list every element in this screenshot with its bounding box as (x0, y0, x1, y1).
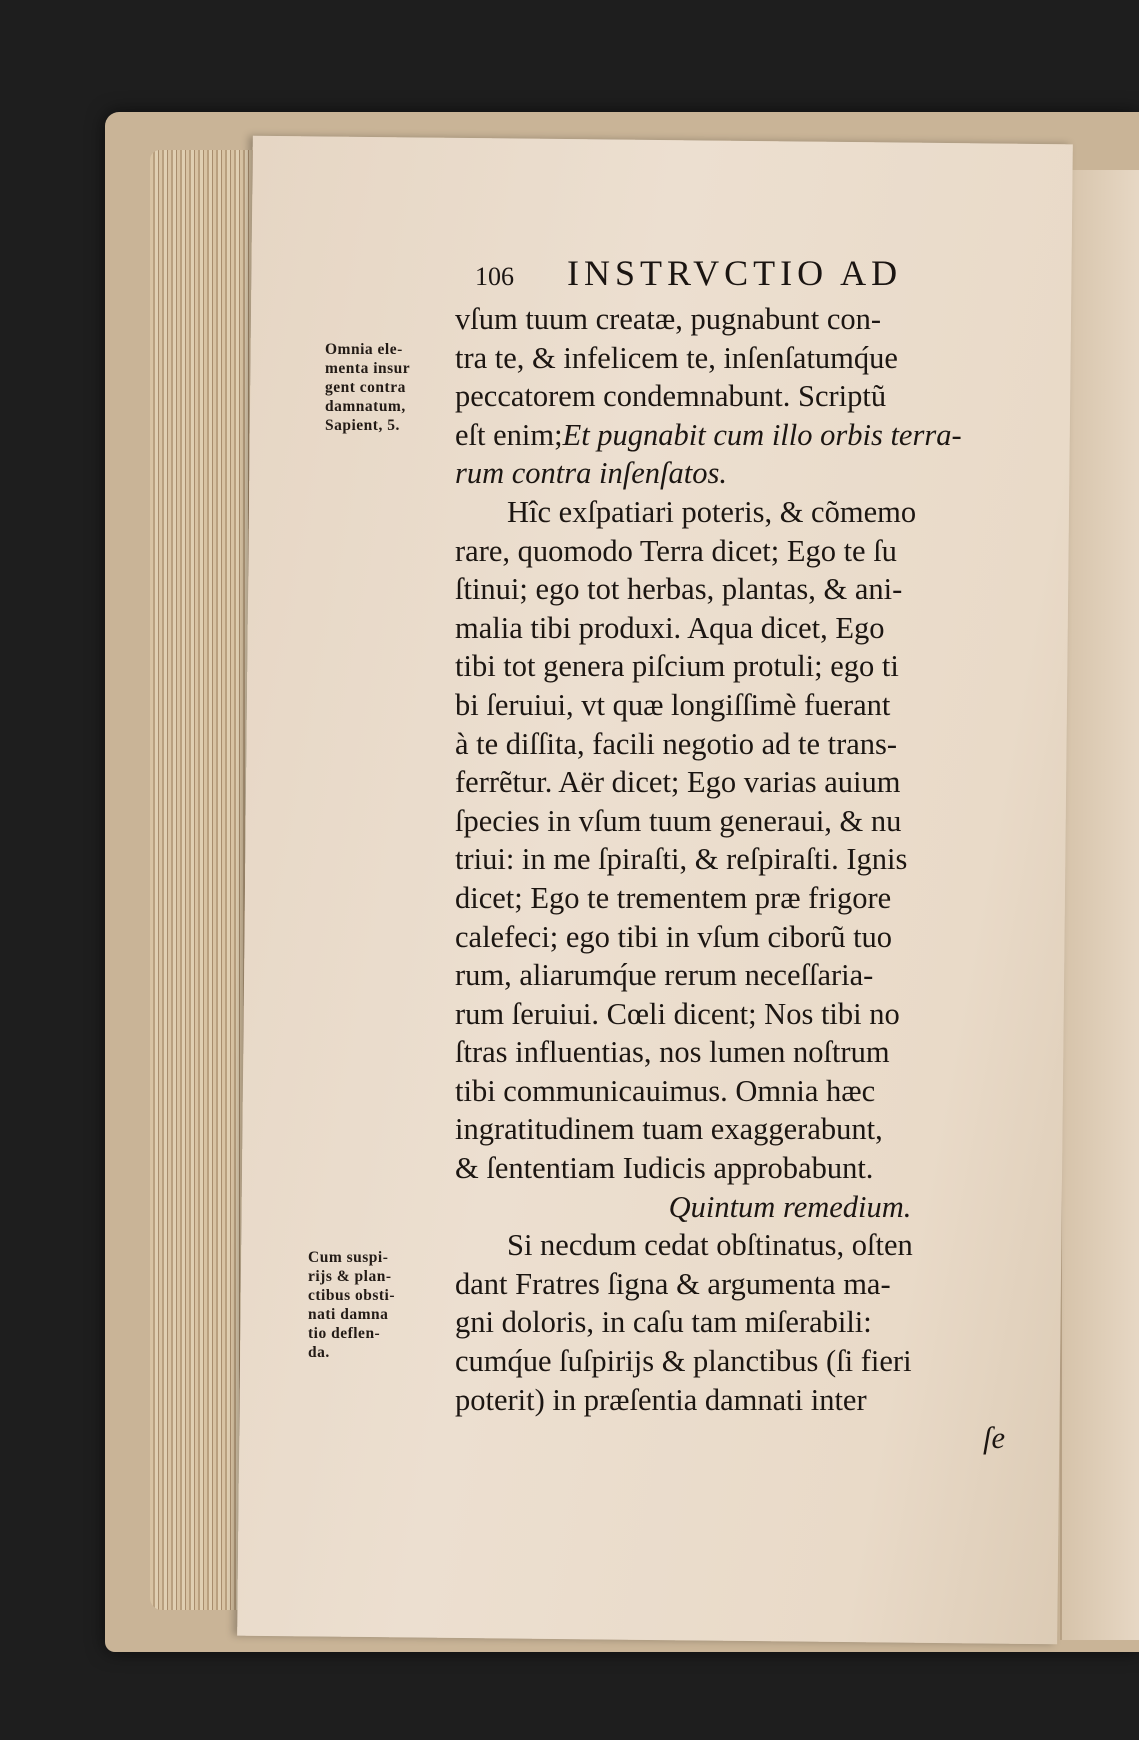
margin-note-line: da. (308, 1344, 330, 1361)
text-line: ſtinui; ego tot herbas, plantas, & ani- (455, 572, 903, 607)
page-header-title: INSTRVCTIO AD (567, 253, 903, 293)
margin-note-line: tio deflen- (308, 1325, 381, 1342)
text-line: calefeci; ego tibi in vſum ciborũ tuo (455, 919, 893, 954)
margin-note-line: Omnia ele- (325, 341, 403, 358)
scripture-quote-continued: rum contra inſenſatos. (455, 456, 727, 491)
catchword: ſe (982, 1421, 1005, 1456)
text-line: cumq́ue ſuſpirijs & planctibus (ſi fieri (455, 1344, 912, 1379)
section-heading: Quintum remedium. (668, 1189, 912, 1224)
paragraph-start: Hîc exſpatiari poteris, & cõmemo (507, 494, 917, 529)
margin-note-elements (325, 340, 453, 435)
body-text (455, 300, 1015, 1458)
text-line: dicet; Ego te trementem præ frigore (455, 880, 892, 915)
scripture-quote: Et pugnabit cum illo orbis terra- (562, 417, 962, 452)
text-line: & ſententiam Iudicis approbabunt. (455, 1151, 874, 1186)
text-line: gni doloris, in caſu tam miſerabili: (455, 1305, 872, 1340)
paragraph-start: Si necdum cedat obſtinatus, oſten (507, 1228, 913, 1263)
text-line: à te diſſita, facili negotio ad te trans- (455, 726, 898, 761)
text-line: poterit) in præſentia damnati inter (455, 1382, 867, 1417)
text-line: rum ſeruiui. Cœli dicent; Nos tibi no (455, 996, 900, 1031)
text-line: tra te, & infelicem te, inſenſatumq́ue (455, 340, 898, 375)
text-line: peccatorem condemnabunt. Scriptũ (455, 379, 887, 414)
text-span: eſt enim; (455, 417, 563, 452)
text-line: rare, quomodo Terra dicet; Ego te ſu (455, 533, 897, 568)
margin-note-line: gent contra (325, 379, 406, 396)
text-line: bi ſeruiui, vt quæ longiſſimè fuerant (455, 687, 891, 722)
text-line: vſum tuum creatæ, pugnabunt con- (455, 302, 882, 336)
margin-note-lament (308, 1248, 436, 1362)
margin-note-line: nati damna (308, 1306, 389, 1323)
margin-note-line: damnatum, (325, 398, 406, 415)
text-line: triui: in me ſpiraſti, & reſpiraſti. Ignis (455, 842, 908, 877)
running-head (475, 252, 995, 298)
facing-page-edge (1060, 170, 1139, 1640)
text-line: tibi communicauimus. Omnia hæc (455, 1073, 876, 1108)
margin-note-line: Cum suspi- (308, 1249, 389, 1266)
text-line: ſpecies in vſum tuum generaui, & nu (455, 803, 902, 838)
margin-note-line: Sapient, 5. (325, 417, 400, 434)
text-line: rum, aliarumq́ue rerum neceſſaria- (455, 958, 874, 993)
text-line-with-quote (455, 416, 1015, 455)
text-line: malia tibi produxi. Aqua dicet, Ego (455, 610, 885, 645)
text-line: ferrẽtur. Aër dicet; Ego varias auium (455, 765, 901, 800)
text-line: ſtras influentias, nos lumen noſtrum (455, 1035, 890, 1070)
page-number: 106 (475, 262, 514, 291)
margin-note-line: menta insur (325, 360, 411, 377)
margin-note-line: rijs & plan- (308, 1268, 392, 1285)
text-line: ingratitudinem tuam exaggerabunt, (455, 1112, 883, 1147)
text-line: tibi tot genera piſcium protuli; ego ti (455, 649, 899, 684)
margin-note-line: ctibus obsti- (308, 1287, 396, 1304)
text-line: dant Fratres ſigna & argumenta ma- (455, 1266, 891, 1301)
